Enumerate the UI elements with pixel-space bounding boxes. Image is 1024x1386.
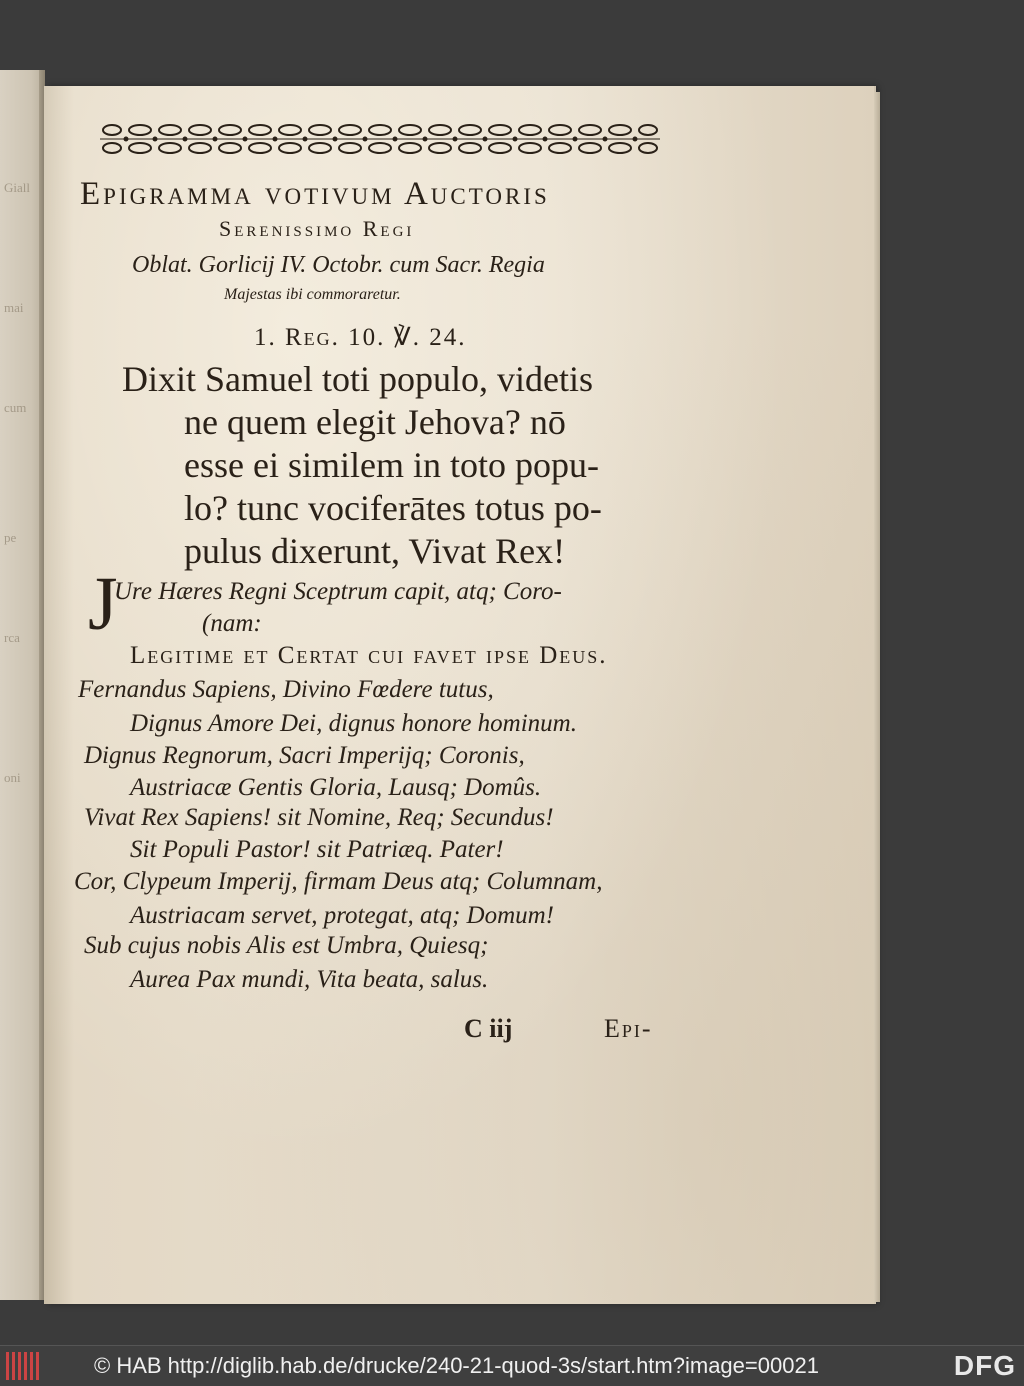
subtitle-line-2: Majestas ibi commoraretur.	[224, 286, 401, 303]
previous-page-edge	[0, 70, 45, 1300]
verse-line: Sub cujus nobis Alis est Umbra, Quiesq;	[84, 932, 489, 959]
verse-line: Austriacam servet, protegat, atq; Domum!	[130, 902, 555, 929]
quote-line: ne quem elegit Jehova? nō	[184, 402, 566, 442]
title-line-2: Serenissimo Regi	[219, 216, 415, 241]
hab-logo-icon[interactable]	[6, 1352, 42, 1380]
quote-line: esse ei similem in toto popu-	[184, 445, 599, 485]
dfg-logo[interactable]: DFG	[953, 1350, 1016, 1381]
verse-line: Dignus Regnorum, Sacri Imperijq; Coronis,	[84, 742, 525, 769]
title-line-1: Epigramma votivum Auctoris	[80, 176, 550, 212]
ghost-text: pe	[4, 530, 17, 545]
signature-mark: C iij	[464, 1014, 513, 1043]
ghost-text: rca	[4, 630, 20, 645]
subtitle-line-1: Oblat. Gorlicij IV. Octobr. cum Sacr. Regia	[132, 252, 545, 278]
page-fore-edge	[874, 92, 880, 1302]
quote-line: lo? tunc vociferātes totus po-	[184, 488, 602, 528]
verse-line: Ure Hæres Regni Sceptrum capit, atq; Coro-	[114, 578, 562, 605]
footer-bar	[0, 1345, 1024, 1386]
verse-line: Austriacæ Gentis Gloria, Lausq; Domûs.	[130, 774, 542, 801]
verse-line: Vivat Rex Sapiens! sit Nomine, Req; Secundus!	[84, 804, 554, 831]
ghost-text: mai	[4, 300, 24, 315]
ghost-text: oni	[4, 770, 21, 785]
verse-line: Legitime et Certat cui favet ipse Deus.	[130, 642, 608, 669]
decorative-border-ornament	[100, 122, 660, 156]
ghost-text: cum	[4, 400, 27, 415]
verse-line: Dignus Amore Dei, dignus honore hominum.	[130, 710, 577, 737]
verse-line: Fernandus Sapiens, Divino Fœdere tutus,	[78, 676, 494, 703]
quote-line: Dixit Samuel toti populo, videtis	[122, 359, 593, 399]
drop-cap: J	[88, 562, 118, 646]
book-page	[44, 86, 874, 1304]
verse-line: Cor, Clypeum Imperij, firmam Deus atq; Columnam,	[74, 868, 603, 895]
ghost-text: Giall	[4, 180, 30, 195]
bible-reference: 1. Reg. 10. ℣. 24.	[254, 324, 467, 351]
quote-line: pulus dixerunt, Vivat Rex!	[184, 531, 566, 571]
verse-line: Sit Populi Pastor! sit Patriæq. Pater!	[130, 836, 504, 863]
catchword: Epi-	[604, 1014, 653, 1043]
copyright-link[interactable]: © HAB http://diglib.hab.de/drucke/240-21-quod-3s/start.htm?image=00021	[94, 1353, 819, 1378]
verse-line: (nam:	[202, 610, 262, 637]
verse-line: Aurea Pax mundi, Vita beata, salus.	[130, 966, 489, 993]
